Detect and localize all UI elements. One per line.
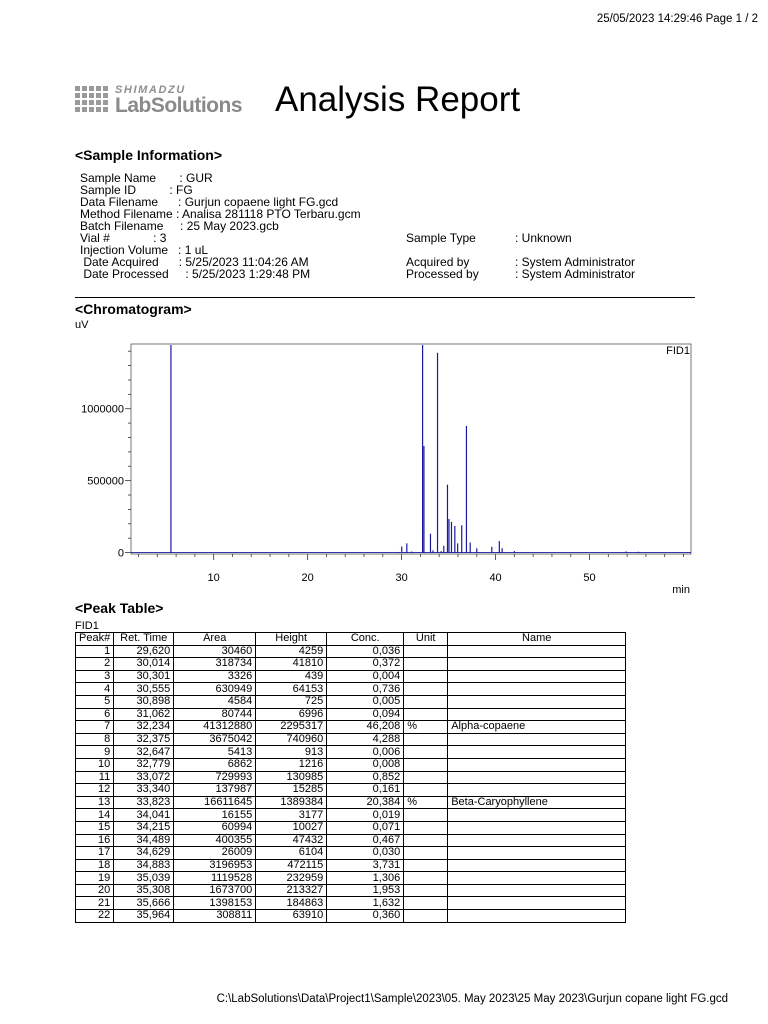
- table-cell: 1119528: [174, 872, 256, 885]
- table-cell: 13: [76, 796, 114, 809]
- logo-grid-icon: [75, 86, 111, 118]
- table-cell: 4: [76, 683, 114, 696]
- table-cell: %: [404, 796, 448, 809]
- table-cell: [448, 695, 626, 708]
- table-row: [76, 821, 626, 834]
- section-divider: [75, 297, 695, 298]
- table-cell: [404, 897, 448, 910]
- plot-frame: [131, 344, 691, 554]
- table-row: [76, 859, 626, 872]
- table-cell: 308811: [174, 910, 256, 923]
- table-cell: 35,308: [114, 884, 174, 897]
- table-cell: [404, 746, 448, 759]
- table-cell: 232959: [256, 872, 327, 885]
- y-tick-label: 500000: [87, 475, 124, 488]
- table-cell: 63910: [256, 910, 327, 923]
- table-cell: 725: [256, 695, 327, 708]
- table-cell: 47432: [256, 834, 327, 847]
- table-cell: 35,964: [114, 910, 174, 923]
- table-cell: 30,014: [114, 658, 174, 671]
- table-cell: 41312880: [174, 721, 256, 734]
- table-cell: 34,489: [114, 834, 174, 847]
- peak-table-col-header: Unit: [404, 633, 448, 646]
- info-data-filename: Data Filename : Gurjun copaene light FG.gcd: [80, 195, 339, 209]
- table-cell: 30,301: [114, 670, 174, 683]
- table-cell: 34,041: [114, 809, 174, 822]
- table-cell: 4584: [174, 695, 256, 708]
- peak-table-col-header: Conc.: [327, 633, 404, 646]
- table-cell: 35,039: [114, 872, 174, 885]
- table-cell: 2: [76, 658, 114, 671]
- table-cell: [448, 809, 626, 822]
- table-cell: [404, 784, 448, 797]
- table-cell: [448, 683, 626, 696]
- sample-info-title: <Sample Information>: [75, 147, 223, 163]
- table-cell: 5: [76, 695, 114, 708]
- table-cell: [448, 670, 626, 683]
- info-vial: Vial # : 3: [80, 231, 167, 245]
- table-cell: 137987: [174, 784, 256, 797]
- table-row: [76, 658, 626, 671]
- table-cell: 41810: [256, 658, 327, 671]
- table-cell: [404, 758, 448, 771]
- table-cell: 31,062: [114, 708, 174, 721]
- table-cell: 439: [256, 670, 327, 683]
- x-axis-label: min: [672, 584, 690, 596]
- table-cell: 80744: [174, 708, 256, 721]
- peak-table-col-header: Area: [174, 633, 256, 646]
- table-cell: [448, 758, 626, 771]
- table-cell: 3675042: [174, 733, 256, 746]
- sample-info-left-block: [80, 172, 361, 280]
- info-sample-type-value: : Unknown: [515, 231, 572, 245]
- table-cell: 30,555: [114, 683, 174, 696]
- table-cell: [404, 872, 448, 885]
- table-cell: 30460: [174, 645, 256, 658]
- footer-file-path: C:\LabSolutions\Data\Project1\Sample\2023\05. May 2023\25 May 2023\Gurjun copane light FG.gcd: [216, 993, 728, 1005]
- table-cell: 34,629: [114, 847, 174, 860]
- table-cell: 2295317: [256, 721, 327, 734]
- table-cell: 6: [76, 708, 114, 721]
- table-cell: 0,467: [327, 834, 404, 847]
- table-cell: Alpha-copaene: [448, 721, 626, 734]
- table-cell: [448, 771, 626, 784]
- table-row: [76, 847, 626, 860]
- table-cell: 0,360: [327, 910, 404, 923]
- table-cell: 184863: [256, 897, 327, 910]
- table-row: [76, 670, 626, 683]
- info-processed-by-label: Processed by: [406, 267, 479, 281]
- table-row: [76, 910, 626, 923]
- table-cell: [448, 746, 626, 759]
- table-cell: [448, 784, 626, 797]
- table-cell: [404, 645, 448, 658]
- table-cell: [404, 683, 448, 696]
- table-row: [76, 884, 626, 897]
- table-cell: 318734: [174, 658, 256, 671]
- table-cell: 1673700: [174, 884, 256, 897]
- table-cell: 1,632: [327, 897, 404, 910]
- table-cell: 20,384: [327, 796, 404, 809]
- table-row: [76, 683, 626, 696]
- table-cell: [448, 884, 626, 897]
- table-cell: 22: [76, 910, 114, 923]
- table-cell: 3196953: [174, 859, 256, 872]
- table-cell: [404, 834, 448, 847]
- table-cell: 46,208: [327, 721, 404, 734]
- table-cell: 1,306: [327, 872, 404, 885]
- shimadzu-labsolutions-logo: [75, 80, 255, 120]
- table-cell: [404, 771, 448, 784]
- table-cell: [448, 708, 626, 721]
- table-cell: 0,852: [327, 771, 404, 784]
- table-cell: 4,288: [327, 733, 404, 746]
- table-cell: 16611645: [174, 796, 256, 809]
- table-cell: 1389384: [256, 796, 327, 809]
- table-cell: [448, 897, 626, 910]
- x-tick-label: 20: [301, 572, 314, 584]
- table-cell: 6104: [256, 847, 327, 860]
- table-cell: 15285: [256, 784, 327, 797]
- peak-table-col-header: Ret. Time: [114, 633, 174, 646]
- table-cell: 26009: [174, 847, 256, 860]
- table-cell: 6996: [256, 708, 327, 721]
- table-cell: 0,006: [327, 746, 404, 759]
- x-tick-label: 40: [489, 572, 502, 584]
- table-cell: 1: [76, 645, 114, 658]
- table-cell: [448, 645, 626, 658]
- table-cell: 1398153: [174, 897, 256, 910]
- table-cell: Beta-Caryophyllene: [448, 796, 626, 809]
- table-row: [76, 809, 626, 822]
- table-cell: 0,071: [327, 821, 404, 834]
- peak-table-header-row: [76, 633, 626, 646]
- table-cell: 33,072: [114, 771, 174, 784]
- chromatogram-y-unit: uV: [75, 319, 89, 331]
- table-cell: 9: [76, 746, 114, 759]
- table-cell: 1216: [256, 758, 327, 771]
- table-cell: [448, 910, 626, 923]
- table-cell: [404, 658, 448, 671]
- table-cell: 10027: [256, 821, 327, 834]
- table-cell: %: [404, 721, 448, 734]
- table-cell: 20: [76, 884, 114, 897]
- table-cell: [448, 872, 626, 885]
- table-cell: [404, 695, 448, 708]
- table-cell: 0,004: [327, 670, 404, 683]
- table-cell: 3,731: [327, 859, 404, 872]
- table-cell: 3326: [174, 670, 256, 683]
- table-cell: 14: [76, 809, 114, 822]
- info-sample-id: Sample ID : FG: [80, 183, 193, 197]
- table-cell: 35,666: [114, 897, 174, 910]
- info-sample-name: Sample Name : GUR: [80, 171, 213, 185]
- table-cell: [404, 708, 448, 721]
- table-cell: 0,019: [327, 809, 404, 822]
- table-cell: [404, 821, 448, 834]
- table-cell: 32,234: [114, 721, 174, 734]
- table-cell: 0,036: [327, 645, 404, 658]
- table-cell: 64153: [256, 683, 327, 696]
- table-cell: [404, 859, 448, 872]
- table-cell: 10: [76, 758, 114, 771]
- table-cell: 3: [76, 670, 114, 683]
- table-cell: 729993: [174, 771, 256, 784]
- table-cell: [404, 884, 448, 897]
- peak-table: [75, 632, 626, 923]
- info-acquired-by-value: : System Administrator: [515, 255, 636, 269]
- chart-legend-fid1: FID1: [666, 345, 690, 357]
- table-cell: 16155: [174, 809, 256, 822]
- info-processed-by-value: : System Administrator: [515, 267, 636, 281]
- table-cell: 12: [76, 784, 114, 797]
- table-cell: [404, 733, 448, 746]
- table-cell: 15: [76, 821, 114, 834]
- chromatogram-title: <Chromatogram>: [75, 301, 192, 317]
- table-cell: 11: [76, 771, 114, 784]
- peak-table-detector: FID1: [75, 620, 99, 632]
- table-cell: 8: [76, 733, 114, 746]
- peak-table-col-header: Name: [448, 633, 626, 646]
- table-cell: 740960: [256, 733, 327, 746]
- table-row: [76, 872, 626, 885]
- table-cell: 32,375: [114, 733, 174, 746]
- table-row: [76, 746, 626, 759]
- table-row: [76, 834, 626, 847]
- info-injection-volume: Injection Volume : 1 uL: [80, 243, 209, 257]
- table-cell: 6862: [174, 758, 256, 771]
- x-tick-label: 50: [583, 572, 596, 584]
- table-cell: 1,953: [327, 884, 404, 897]
- table-cell: 32,647: [114, 746, 174, 759]
- table-cell: 19: [76, 872, 114, 885]
- x-tick-label: 10: [207, 572, 220, 584]
- table-cell: 630949: [174, 683, 256, 696]
- peak-table-col-header: Peak#: [76, 633, 114, 646]
- table-cell: [404, 809, 448, 822]
- table-row: [76, 796, 626, 809]
- table-cell: 4259: [256, 645, 327, 658]
- table-row: [76, 721, 626, 734]
- table-cell: [448, 733, 626, 746]
- table-cell: 60994: [174, 821, 256, 834]
- table-cell: 16: [76, 834, 114, 847]
- info-date-acquired: Date Acquired : 5/25/2023 11:04:26 AM: [80, 255, 309, 269]
- table-cell: 32,779: [114, 758, 174, 771]
- table-cell: 472115: [256, 859, 327, 872]
- table-cell: 34,883: [114, 859, 174, 872]
- info-batch-filename: Batch Filename : 25 May 2023.gcb: [80, 219, 279, 233]
- table-cell: [448, 821, 626, 834]
- table-cell: [404, 670, 448, 683]
- table-cell: 21: [76, 897, 114, 910]
- table-cell: 0,736: [327, 683, 404, 696]
- table-cell: 18: [76, 859, 114, 872]
- table-row: [76, 771, 626, 784]
- logo-brand-text: SHIMADZU: [115, 84, 186, 96]
- table-cell: [448, 847, 626, 860]
- table-cell: 130985: [256, 771, 327, 784]
- chromatogram-chart: [0, 330, 768, 600]
- table-cell: 33,823: [114, 796, 174, 809]
- table-cell: [448, 859, 626, 872]
- table-cell: 0,161: [327, 784, 404, 797]
- table-row: [76, 708, 626, 721]
- table-cell: 29,620: [114, 645, 174, 658]
- table-row: [76, 784, 626, 797]
- table-cell: 0,008: [327, 758, 404, 771]
- report-title: Analysis Report: [275, 80, 521, 119]
- table-cell: 30,898: [114, 695, 174, 708]
- table-cell: 0,005: [327, 695, 404, 708]
- header-timestamp-page: 25/05/2023 14:29:46 Page 1 / 2: [596, 13, 758, 25]
- table-cell: [404, 847, 448, 860]
- table-row: [76, 733, 626, 746]
- info-method-filename: Method Filename : Analisa 281118 PTO Terbaru.gcm: [80, 207, 361, 221]
- info-acquired-by-label: Acquired by: [406, 255, 470, 269]
- table-cell: 213327: [256, 884, 327, 897]
- y-tick-label: 0: [117, 547, 124, 560]
- table-cell: 400355: [174, 834, 256, 847]
- y-tick-label: 1000000: [81, 403, 124, 416]
- x-tick-label: 30: [395, 572, 408, 584]
- table-cell: 7: [76, 721, 114, 734]
- table-cell: 913: [256, 746, 327, 759]
- logo-product-text: LabSolutions: [115, 94, 242, 117]
- table-cell: 17: [76, 847, 114, 860]
- table-cell: [448, 658, 626, 671]
- info-sample-type-label: Sample Type: [406, 231, 476, 245]
- table-row: [76, 758, 626, 771]
- info-date-processed: Date Processed : 5/25/2023 1:29:48 PM: [80, 267, 311, 281]
- table-cell: 33,340: [114, 784, 174, 797]
- table-row: [76, 695, 626, 708]
- peak-table-title: <Peak Table>: [75, 600, 164, 616]
- table-row: [76, 645, 626, 658]
- peak-table-col-header: Height: [256, 633, 327, 646]
- table-cell: 0,094: [327, 708, 404, 721]
- table-cell: 3177: [256, 809, 327, 822]
- table-cell: 34,215: [114, 821, 174, 834]
- table-cell: 5413: [174, 746, 256, 759]
- table-cell: [448, 834, 626, 847]
- table-cell: [404, 910, 448, 923]
- table-row: [76, 897, 626, 910]
- table-cell: 0,030: [327, 847, 404, 860]
- table-cell: 0,372: [327, 658, 404, 671]
